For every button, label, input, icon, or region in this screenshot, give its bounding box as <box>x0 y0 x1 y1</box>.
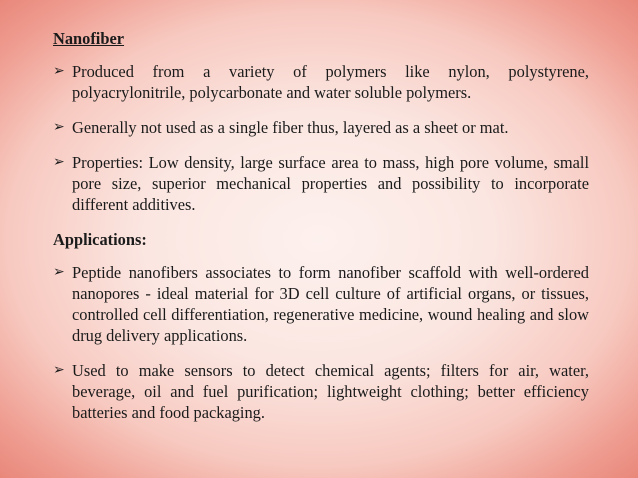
bullet-text: Peptide nanofibers associates to form nanofiber scaffold with well-ordered nanopores - ideal material for 3D cell culture of artificial organs, or tissues, controlled cell differentiation, regenerative medicine, wound healing and slow drug delivery applications. <box>72 263 589 345</box>
arrow-bullet-icon: ➢ <box>53 155 65 170</box>
bullet-text: Used to make sensors to detect chemical agents; filters for air, water, beverage, oil and fuel purification; lightweight clothing; better efficiency batteries and food packaging. <box>72 361 589 422</box>
arrow-bullet-icon: ➢ <box>53 120 65 135</box>
bullet-text: Properties: Low density, large surface area to mass, high pore volume, small pore size, superior mechanical properties and possibility to incorporate different additives. <box>72 153 589 214</box>
bullet-item <box>53 360 589 423</box>
bullet-text: Produced from a variety of polymers like nylon, polystyrene, polyacrylonitrile, polycarbonate and water soluble polymers. <box>72 62 589 102</box>
bullet-text: Generally not used as a single fiber thus, layered as a sheet or mat. <box>72 118 509 137</box>
arrow-bullet-icon: ➢ <box>53 265 65 280</box>
arrow-bullet-icon: ➢ <box>53 64 65 79</box>
bullet-item <box>53 61 589 103</box>
bullet-item <box>53 262 589 346</box>
bullet-item <box>53 152 589 215</box>
arrow-bullet-icon: ➢ <box>53 363 65 378</box>
nanofiber-heading: Nanofiber <box>53 29 125 48</box>
bullet-item <box>53 117 589 138</box>
slide-content <box>53 28 589 437</box>
applications-heading: Applications: <box>53 230 147 249</box>
